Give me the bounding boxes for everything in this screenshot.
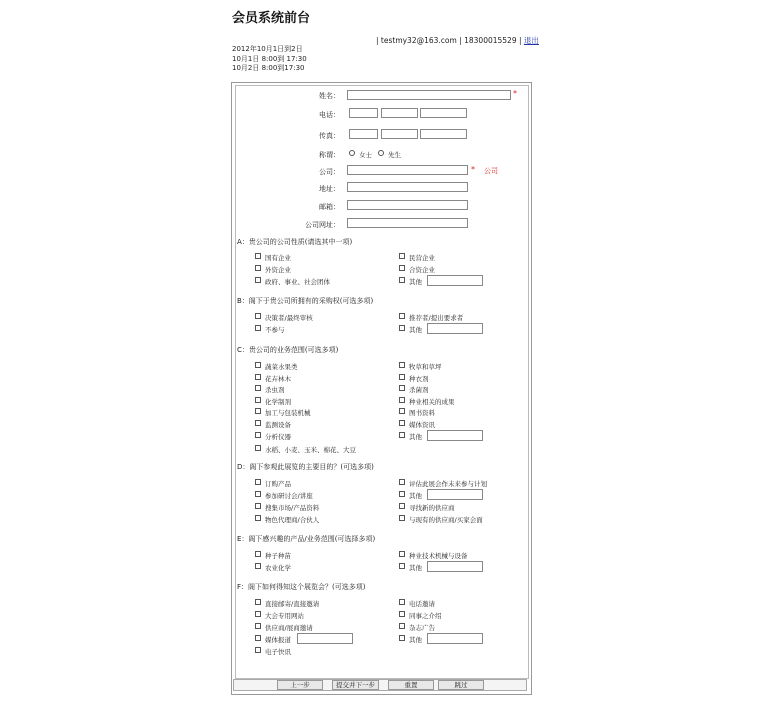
option-label: 花卉林木 [265,375,291,383]
option-label: 政府、事业、社会团体 [265,278,330,286]
option-label: 种子种苗 [265,552,291,560]
checkbox[interactable] [399,374,405,380]
fax-label: 传真： [319,132,340,140]
title-option-ms: 女士 [359,151,372,159]
option-label: 直接邮寄/直接邀请 [265,600,320,608]
section-e-title: E：阁下感兴趣的产品/业务范围(可选择多项) [237,535,376,543]
fax-number-input[interactable] [381,129,418,139]
checkbox[interactable] [399,551,405,557]
company-hint: 公司 [484,167,498,175]
checkbox[interactable] [255,491,261,497]
option-label: 订购产品 [265,480,291,488]
checkbox[interactable] [399,313,405,319]
option-label: 电子快讯 [265,648,291,656]
phone-ext-input[interactable] [420,108,467,118]
option-label: 种业相关的成果 [409,398,455,406]
required-mark: * [513,89,517,98]
checkbox[interactable] [255,313,261,319]
phone-number-input[interactable] [381,108,418,118]
option-label: 其他 [409,326,422,334]
email-label: 邮箱： [319,203,340,211]
checkbox[interactable] [255,611,261,617]
checkbox[interactable] [255,265,261,271]
option-label: 种业技术机械与设备 [409,552,468,560]
checkbox[interactable] [255,420,261,426]
option-label: 评估此展会作未来参与计划 [409,480,487,488]
checkbox[interactable] [255,563,261,569]
phone-label: 电话： [319,111,340,119]
other-input[interactable] [427,430,483,441]
option-label: 加工与包装机械 [265,409,311,417]
checkbox[interactable] [399,420,405,426]
option-label: 国有企业 [265,254,291,262]
checkbox[interactable] [255,325,261,331]
checkbox[interactable] [255,253,261,259]
checkbox[interactable] [399,563,405,569]
fax-area-input[interactable] [349,129,378,139]
option-label: 推荐者/提出要求者 [409,314,464,322]
checkbox[interactable] [399,515,405,521]
page-title: 会员系统前台 [232,11,311,26]
checkbox[interactable] [255,515,261,521]
required-mark: * [471,165,475,174]
title-option-mr: 先生 [388,151,401,159]
checkbox[interactable] [399,503,405,509]
section-f-title: F：阁下如何得知这个展览会？(可选多项) [237,583,366,591]
option-label: 种衣剂 [409,375,429,383]
title-label: 称谓： [319,151,340,159]
reset-button[interactable]: 重置 [388,680,434,690]
checkbox[interactable] [399,385,405,391]
event-date-line: 10月2日 8:00到17:30 [232,64,305,72]
checkbox[interactable] [255,397,261,403]
option-label: 农业化学 [265,564,291,572]
fax-ext-input[interactable] [420,129,467,139]
option-label: 供应商/展商邀请 [265,624,313,632]
option-label: 蔬菜水果类 [265,363,298,371]
checkbox[interactable] [255,551,261,557]
option-label: 外资企业 [265,266,291,274]
option-label: 物色代理商/合伙人 [265,516,320,524]
option-label: 杂志广告 [409,624,435,632]
address-label: 地址： [319,185,340,193]
name-label: 姓名： [319,92,340,100]
option-label: 分析仪器 [265,433,291,441]
logout-link[interactable]: 退出 [523,36,539,45]
checkbox[interactable] [399,362,405,368]
company-label: 公司： [319,168,340,176]
checkbox[interactable] [255,479,261,485]
option-label: 图书资料 [409,409,435,417]
submit-next-button[interactable]: 提交并下一步 [332,680,379,690]
website-label: 公司网址： [305,221,340,229]
checkbox[interactable] [255,362,261,368]
section-c-title: C：贵公司的业务范围(可选多项) [237,346,339,354]
other-input[interactable] [427,275,483,286]
event-dates [232,45,307,74]
name-input[interactable] [347,90,511,100]
option-label: 水稻、小麦、玉米、棉花、大豆 [265,446,356,454]
checkbox[interactable] [399,397,405,403]
option-label: 大会专用网站 [265,612,304,620]
option-label: 电话邀请 [409,600,435,608]
checkbox[interactable] [399,491,405,497]
checkbox[interactable] [399,265,405,271]
checkbox[interactable] [255,647,261,653]
section-b-title: B：阁下于贵公司所拥有的采购权(可选多项) [237,297,374,305]
option-label: 搜集市场/产品资料 [265,504,320,512]
section-a-title: A：贵公司的公司性质(请选其中一项) [237,238,353,246]
option-label: 不参与 [265,326,285,334]
other-input[interactable] [427,633,483,644]
skip-button[interactable]: 跳过 [438,680,484,690]
checkbox[interactable] [255,408,261,414]
option-label: 其他 [409,433,422,441]
option-label: 民营企业 [409,254,435,262]
prev-button[interactable]: 上一步 [277,680,323,690]
option-label: 其他 [409,492,422,500]
checkbox[interactable] [255,385,261,391]
title-radio-ms[interactable] [349,150,355,156]
option-label: 杀菌剂 [409,386,429,394]
option-label: 化学制剂 [265,398,291,406]
checkbox[interactable] [255,432,261,438]
other-input[interactable] [427,489,483,500]
option-label: 媒体报道 [265,636,291,644]
option-label: 其他 [409,564,422,572]
other-input[interactable] [427,561,483,572]
option-label: 其他 [409,278,422,286]
event-date-line: 2012年10月1日到2日 [232,45,303,53]
option-label: 与现有的供应商/买家会面 [409,516,483,524]
email-input[interactable] [347,200,468,210]
checkbox[interactable] [399,277,405,283]
website-input[interactable] [347,218,468,228]
option-label: 媒体资讯 [409,421,435,429]
event-date-line: 10月1日 8:00到 17:30 [232,54,307,63]
checkbox[interactable] [399,635,405,641]
address-input[interactable] [347,182,468,192]
option-label: 监测设备 [265,421,291,429]
phone-area-input[interactable] [349,108,378,118]
option-label: 其他 [409,636,422,644]
media-input[interactable] [297,633,353,644]
checkbox[interactable] [255,277,261,283]
other-input[interactable] [427,323,483,334]
title-radio-mr[interactable] [378,150,384,156]
checkbox[interactable] [255,599,261,605]
checkbox[interactable] [399,408,405,414]
checkbox[interactable] [399,253,405,259]
checkbox[interactable] [255,445,261,451]
option-label: 合资企业 [409,266,435,274]
option-label: 决策者/最终审核 [265,314,313,322]
option-label: 参加研讨会/讲座 [265,492,313,500]
checkbox[interactable] [399,432,405,438]
checkbox[interactable] [399,325,405,331]
checkbox[interactable] [399,479,405,485]
checkbox[interactable] [255,635,261,641]
checkbox[interactable] [255,503,261,509]
option-label: 杀虫剂 [265,386,285,394]
checkbox[interactable] [399,611,405,617]
option-label: 寻找新的供应商 [409,504,455,512]
checkbox[interactable] [255,623,261,629]
account-bar [376,35,539,46]
checkbox[interactable] [399,623,405,629]
account-info: | testmy32@163.com | 18300015529 | [376,36,522,45]
section-d-title: D：阁下参观此展览的主要目的？(可选多项) [237,463,374,471]
option-label: 牧草和草坪 [409,363,442,371]
option-label: 同事之介绍 [409,612,442,620]
company-input[interactable] [347,165,468,175]
checkbox[interactable] [255,374,261,380]
checkbox[interactable] [399,599,405,605]
